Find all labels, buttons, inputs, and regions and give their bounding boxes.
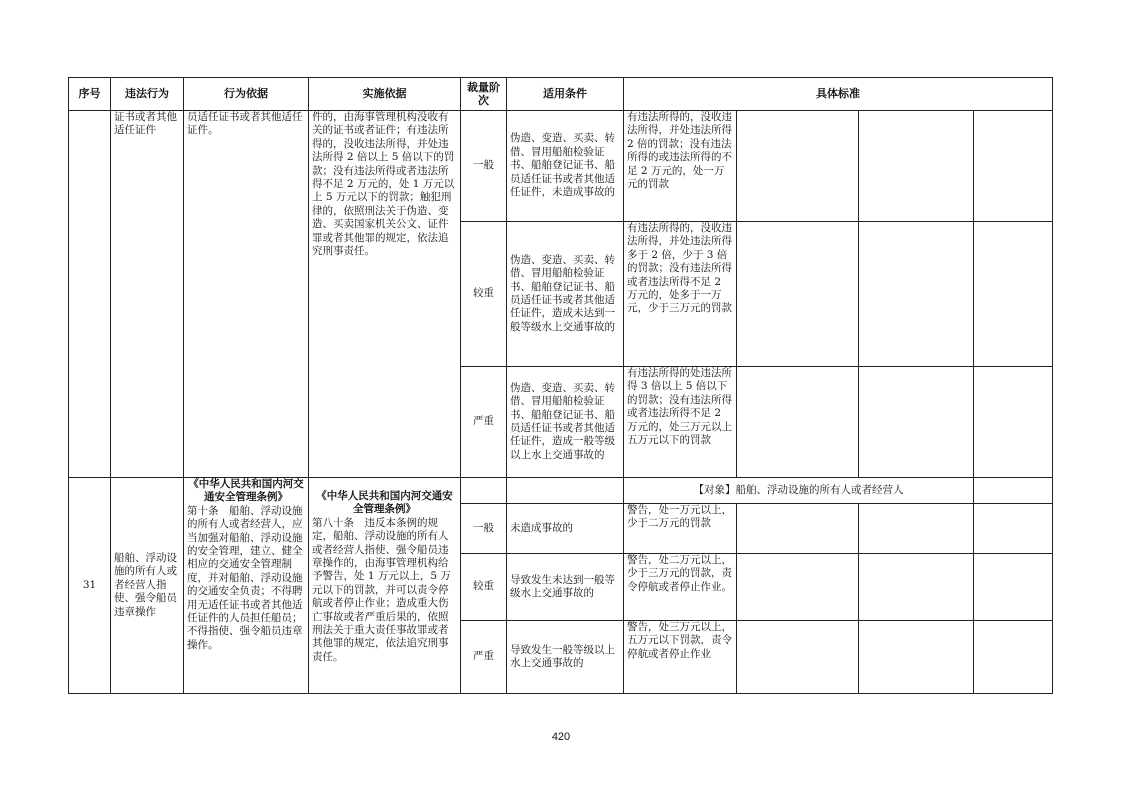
header-level: 裁量阶次 [461,78,507,111]
cell-impl-basis [309,478,461,694]
cell-empty [737,222,859,367]
penalty-table [68,77,1053,694]
cell-standard: 有违法所得的，没收违法所得，并处违法所得 2 倍的罚款；没有违法所得的或违法所得的不足 2 万元的，处一万元的罚款 [624,111,737,222]
cell-empty [737,621,859,694]
header-legal-basis: 行为依据 [184,78,309,111]
cell-legal-basis-prev: 员适任证书或者其他适任证件。 [184,111,309,478]
legal-basis-title: 《中华人民共和国内河交通安全管理条例》 [188,478,304,504]
cell-empty [859,504,974,554]
cell-empty [974,621,1053,694]
cell-empty [974,367,1053,478]
cell-level: 严重 [461,367,507,478]
cell-seq: 31 [69,478,111,694]
cell-empty [859,111,974,222]
cell-empty [507,478,624,504]
header-violation: 违法行为 [111,78,184,111]
cell-violation: 船舶、浮动设施的所有人或者经营人指使、强令船员违章操作 [111,478,184,694]
cell-empty [461,478,507,504]
cell-empty [974,554,1053,621]
cell-empty [859,222,974,367]
header-condition: 适用条件 [507,78,624,111]
cell-level: 一般 [461,504,507,554]
cell-condition: 伪造、变造、买卖、转借、冒用船舶检验证书、船舶登记证书、船员适任证书或者其他适任证件，造成一般等级以上水上交通事故的 [507,367,624,478]
cell-condition: 未造成事故的 [507,504,624,554]
cell-level: 较重 [461,554,507,621]
cell-standard: 警告，处三万元以上，五万元以下罚款，责令停航或者停止作业 [624,621,737,694]
table-row [69,111,1053,222]
cell-condition: 伪造、变造、买卖、转借、冒用船舶检验证书、船舶登记证书、船员适任证书或者其他适任证件，未造成事故的 [507,111,624,222]
cell-empty [737,111,859,222]
cell-seq-prev [69,111,111,478]
cell-empty [737,504,859,554]
cell-level: 较重 [461,222,507,367]
cell-condition: 导致发生未达到一般等级水上交通事故的 [507,554,624,621]
legal-basis-text: 第十条 船舶、浮动设施的所有人或者经营人，应当加强对船舶、浮动设施的安全管理，建立、健全相应的交通安全管理制度，并对船舶、浮动设施的交通安全负责；不得聘用无适任证书或者其他适任证件的人员担任船员；不得指使、强令船员违章操作。 [187,504,303,651]
page-number: 420 [551,731,571,743]
header-seq: 序号 [69,78,111,111]
header-impl-basis: 实施依据 [309,78,461,111]
cell-empty [974,478,1053,504]
cell-empty [859,367,974,478]
cell-empty [737,367,859,478]
cell-empty [974,504,1053,554]
cell-legal-basis [184,478,309,694]
cell-standard: 有违法所得的处违法所得 3 倍以上 5 倍以下的罚款；没有违法所得或者违法所得不足 2 万元的，处三万元以上五万元以下的罚款 [624,367,737,478]
impl-basis-title: 《中华人民共和国内河交通安全管理条例》 [316,490,453,516]
cell-standard: 警告，处一万元以上，少于二万元的罚款 [624,504,737,554]
header-row [69,78,1053,111]
cell-impl-basis-prev: 件的，由海事管理机构没收有关的证书或者证件；有违法所得的，没收违法所得，并处违法所得 2 倍以上 5 倍以下的罚款；没有违法所得或者违法所得不足 2 万元的，处 1 万元以上 5 万元以下的罚款；触犯刑律的，依照刑法关于伪造、变造、买卖国家机关公文、证件罪或者其他罪的规定，依法追究刑事责任。 [309,111,461,478]
cell-level: 一般 [461,111,507,222]
cell-condition: 伪造、变造、买卖、转借、冒用船舶检验证书、船舶登记证书、船员适任证书或者其他适任证件，造成未达到一般等级水上交通事故的 [507,222,624,367]
cell-violation-prev: 证书或者其他适任证件 [111,111,184,478]
table-row [69,478,1053,504]
cell-empty [974,111,1053,222]
cell-empty [859,554,974,621]
cell-empty [859,621,974,694]
cell-empty [737,554,859,621]
cell-target: 【对象】船舶、浮动设施的所有人或者经营人 [624,478,974,504]
cell-standard: 有违法所得的，没收违法所得，并处违法所得多于 2 倍，少于 3 倍的罚款；没有违法所得或者违法所得不足 2 万元的，处多于一万元，少于三万元的罚款 [624,222,737,367]
impl-basis-text: 第八十条 违反本条例的规定，船舶、浮动设施的所有人或者经营人指使、强令船员违章操作的，由海事管理机构给予警告，处 1 万元以上，5 万元以下的罚款，并可以责令停航或者停止作业；造成重大伤亡事故或者严重后果的，依照刑法关于重大责任事故罪或者其他罪的规定，依法追究刑事责任。 [312,516,451,663]
cell-condition: 导致发生一般等级以上水上交通事故的 [507,621,624,694]
cell-standard: 警告，处二万元以上，少于三万元的罚款，责令停航或者停止作业。 [624,554,737,621]
cell-empty [974,222,1053,367]
header-standard: 具体标准 [624,78,1053,111]
cell-level: 严重 [461,621,507,694]
